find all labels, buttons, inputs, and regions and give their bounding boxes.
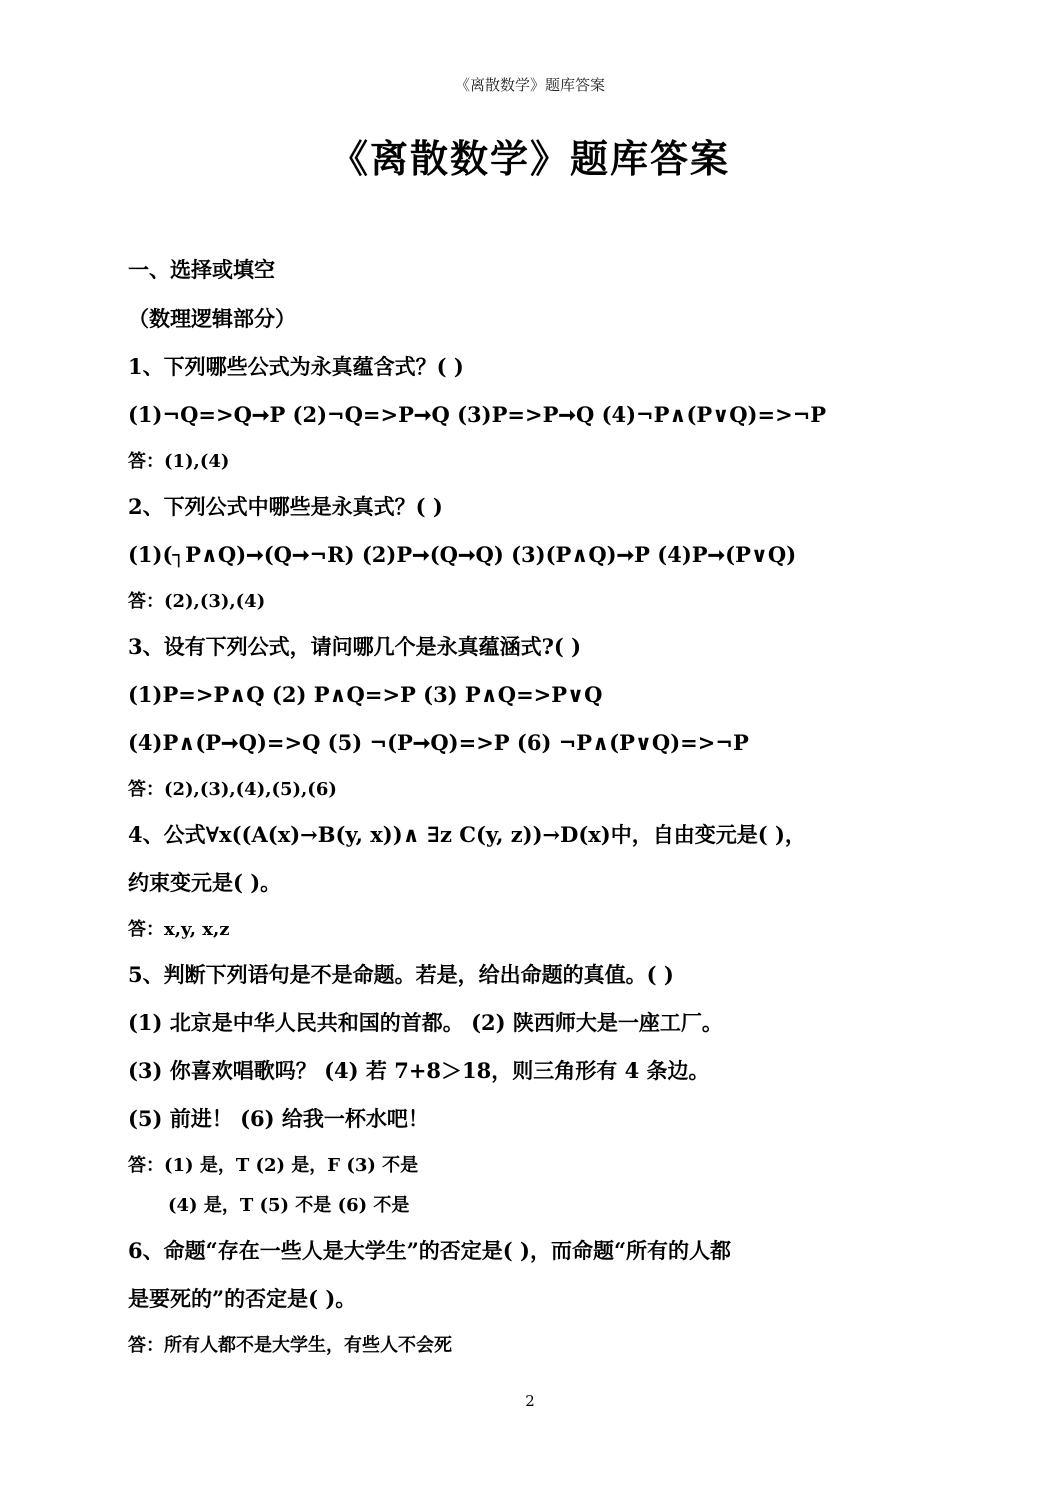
q2-answer: 答：(2),(3),(4): [128, 591, 266, 612]
subsection-heading: （数理逻辑部分）: [128, 306, 296, 331]
q5-line-3: (5) 前进！ (6) 给我一杯水吧！: [128, 1106, 429, 1131]
q6-answer: 答：所有人都不是大学生，有些人不会死: [128, 1335, 452, 1356]
q5-line-2: (3) 你喜欢唱歌吗？ (4) 若 7+8＞18，则三角形有 4 条边。: [128, 1058, 710, 1083]
q5-answer-1: 答：(1) 是，T (2) 是，F (3) 不是: [128, 1155, 419, 1176]
q1-options: (1)¬Q=>Q➞P (2)¬Q=>P➞Q (3)P=>P➞Q (4)¬P∧(P∨Q)=>¬P: [128, 402, 827, 427]
q3-question: 3、设有下列公式，请问哪几个是永真蕴涵式?( ): [128, 634, 582, 659]
q5-answer-2: (4) 是，T (5) 不是 (6) 不是: [168, 1195, 410, 1216]
document-body: [128, 250, 948, 1357]
q6-question-1: 6、命题“存在一些人是大学生”的否定是( )，而命题“所有的人都: [128, 1238, 732, 1263]
q5-line-1: (1) 北京是中华人民共和国的首都。 (2) 陕西师大是一座工厂。: [128, 1010, 723, 1035]
q3-options-2: (4)P∧(P➞Q)=>Q (5) ¬(P➞Q)=>P (6) ¬P∧(P∨Q)=>¬P: [128, 730, 749, 755]
q5-question: 5、判断下列语句是不是命题。若是，给出命题的真值。( ): [128, 962, 674, 987]
q2-options: (1)(┐P∧Q)➞(Q➞¬R) (2)P➞(Q➞Q) (3)(P∧Q)➞P (4)P➞(P∨Q): [128, 542, 797, 567]
q6-question-2: 是要死的”的否定是( )。: [128, 1286, 357, 1311]
page-title: 《离散数学》题库答案: [329, 136, 730, 181]
q4-answer: 答：x,y, x,z: [128, 919, 230, 940]
q1-answer: 答：(1),(4): [128, 451, 230, 472]
q4-question-2: 约束变元是( )。: [128, 870, 282, 895]
page-number: 2: [525, 1392, 535, 1410]
q4-question-1: 4、公式∀x((A(x)→B(y, x))∧ ∃z C(y, z))→D(x)中，自由变元是( )，: [128, 822, 806, 847]
q1-question: 1、下列哪些公式为永真蕴含式？( ): [128, 354, 464, 379]
q2-question: 2、下列公式中哪些是永真式？( ): [128, 494, 443, 519]
q3-answer: 答：(2),(3),(4),(5),(6): [128, 779, 337, 800]
section-heading: 一、选择或填空: [128, 257, 275, 282]
q3-options-1: (1)P=>P∧Q (2) P∧Q=>P (3) P∧Q=>P∨Q: [128, 682, 603, 707]
running-header: 《离散数学》题库答案: [454, 76, 605, 94]
